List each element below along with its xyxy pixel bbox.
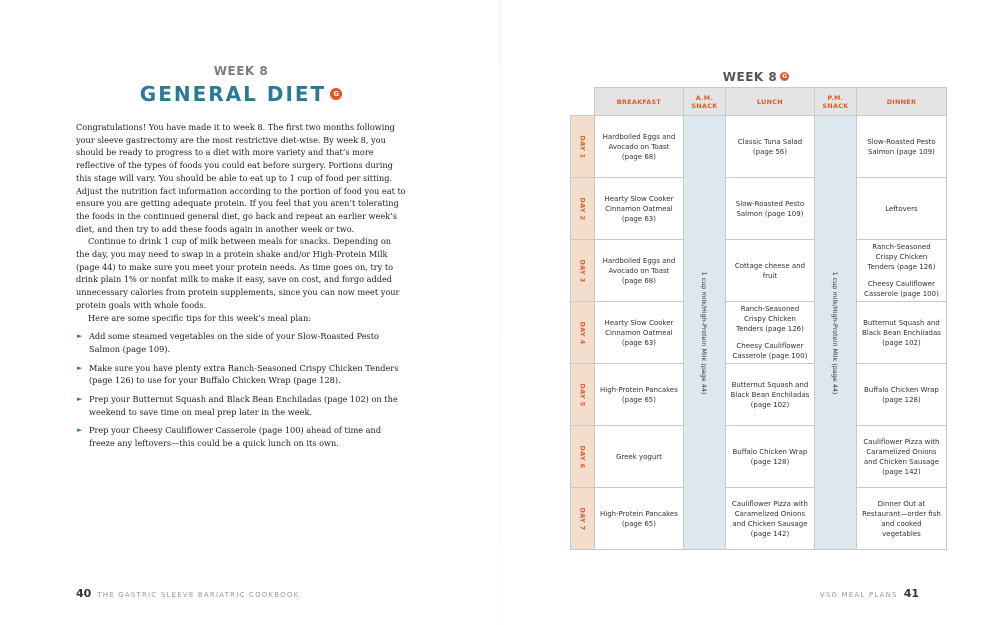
right-footer — [814, 582, 919, 601]
lunch-cell: Classic Tuna Salad (page 56) — [725, 116, 814, 178]
pm-snack-cell: 1 cup milk/High-Protein Milk (page 44) — [814, 116, 856, 550]
breakfast-cell: High-Protein Pancakes (page 65) — [594, 364, 683, 426]
paragraph: Congratulations! You have made it to week 8. The first two months following your sleeve gastrectomy are the most restrictive diet-wise. By week 8, you should be ready to progress to a diet with more variety and that’s more reflective of the types of foods you could eat before surgery. Portions during this stage will vary. You should be able to eat up to 1 cup of food per sitting. Adjust the nutrition fact information according to the portion of food you eat to ensure you are getting adequate protein. If you feel that you aren’t tolerating the foods in the continued general diet, go back and repeat an earlier week’s diet, and then try to add these foods again in another week or two. — [76, 122, 406, 234]
table-header-row — [571, 88, 947, 116]
lunch-cell: Cauliflower Pizza with Caramelized Onions and Chicken Sausage (page 142) — [725, 488, 814, 550]
page-number: 41 — [903, 587, 919, 600]
diet-stage-badge: G — [780, 72, 789, 81]
intro-text — [76, 121, 406, 324]
lunch-cell: Slow-Roasted Pesto Salmon (page 109) — [725, 178, 814, 240]
table-row — [571, 116, 947, 178]
week-label: WEEK 8 — [722, 69, 778, 84]
dinner-cell: Ranch-Seasoned Crispy Chicken Tenders (page 126) Cheesy Cauliflower Casserole (page 100) — [856, 240, 946, 302]
day-label: DAY 6 — [571, 426, 595, 488]
day-label: DAY 1 — [571, 116, 595, 178]
diet-stage-badge: G — [330, 88, 342, 100]
lunch-cell: Ranch-Seasoned Crispy Chicken Tenders (page 126) Cheesy Cauliflower Casserole (page 100) — [725, 302, 814, 364]
page-number: 40 — [76, 587, 92, 600]
header-lunch: LUNCH — [725, 88, 814, 116]
breakfast-cell: Hardboiled Eggs and Avocado on Toast (page 68) — [594, 240, 683, 302]
table-row — [571, 426, 947, 488]
breakfast-cell: High-Protein Pancakes (page 65) — [594, 488, 683, 550]
breakfast-cell: Hearty Slow Cooker Cinnamon Oatmeal (page 63) — [594, 178, 683, 240]
bullet-arrow-icon: ► — [77, 332, 83, 341]
day-label: DAY 2 — [571, 178, 595, 240]
lunch-cell: Butternut Squash and Black Bean Enchiladas (page 102) — [725, 364, 814, 426]
table-row — [571, 178, 947, 240]
tips-list — [76, 330, 406, 450]
running-head: THE GASTRIC SLEEVE BARIATRIC COOKBOOK — [97, 591, 300, 599]
header-am-snack: A.M. SNACK — [683, 88, 725, 116]
bullet-arrow-icon: ► — [77, 395, 83, 404]
table-row — [571, 488, 947, 550]
lunch-cell: Cottage cheese and fruit — [725, 240, 814, 302]
tip-text: Make sure you have plenty extra Ranch-Seasoned Crispy Chicken Tenders (page 126) to use for your Buffalo Chicken Wrap (page 128). — [89, 362, 399, 386]
tip-text: Prep your Butternut Squash and Black Bean Enchiladas (page 102) on the weekend to save time on meal prep later in the week. — [89, 394, 398, 417]
tip-item — [76, 424, 406, 449]
running-head: VSG MEAL PLANS — [819, 591, 898, 599]
dinner-cell: Cauliflower Pizza with Caramelized Onions and Chicken Sausage (page 142) — [856, 426, 946, 488]
breakfast-cell: Hardboiled Eggs and Avocado on Toast (page 68) — [594, 116, 683, 178]
breakfast-cell: Hearty Slow Cooker Cinnamon Oatmeal (page 63) — [594, 302, 683, 364]
title-row — [76, 82, 406, 112]
day-label: DAY 4 — [571, 302, 595, 364]
meal-plan-table — [570, 87, 947, 550]
bullet-arrow-icon: ► — [77, 426, 83, 435]
table-row — [571, 302, 947, 364]
bullet-arrow-icon: ► — [77, 363, 83, 372]
tip-item — [76, 362, 406, 387]
table-row — [571, 240, 947, 302]
dinner-cell: Butternut Squash and Black Bean Enchiladas (page 102) — [856, 302, 946, 364]
tip-item — [76, 393, 406, 418]
tip-item — [76, 330, 406, 355]
am-snack-cell: 1 cup milk/High-Protein Milk (page 44) — [683, 116, 725, 550]
header-dinner: DINNER — [856, 88, 946, 116]
breakfast-cell: Greek yogurt — [594, 426, 683, 488]
header-breakfast: BREAKFAST — [594, 88, 683, 116]
day-label: DAY 5 — [571, 364, 595, 426]
page-gutter — [500, 0, 501, 625]
dinner-cell: Buffalo Chicken Wrap (page 128) — [856, 364, 946, 426]
left-footer — [76, 582, 305, 601]
dinner-cell: Dinner Out at Restaurant—order fish and cooked vegetables — [856, 488, 946, 550]
paragraph: Continue to drink 1 cup of milk between meals for snacks. Depending on the day, you may need to swap in a protein shake and/or High-Protein Milk (page 44) to make sure you meet your protein needs. As time goes on, try to drink plain 1% or nonfat milk to make it easy, save on cost, and forgo added unnecessary calories from protein supplements, since you can now meet your protein goals with whole foods. — [76, 236, 400, 310]
week-label: WEEK 8 — [213, 64, 269, 78]
meal-plan-heading — [570, 66, 942, 85]
page-title: GENERAL DIET — [139, 82, 327, 106]
header-pm-snack: P.M. SNACK — [814, 88, 856, 116]
tip-text: Add some steamed vegetables on the side of your Slow-Roasted Pesto Salmon (page 109). — [89, 331, 379, 354]
day-label: DAY 7 — [571, 488, 595, 550]
left-page — [76, 64, 406, 456]
header-corner — [571, 88, 595, 116]
lunch-cell: Buffalo Chicken Wrap (page 128) — [725, 426, 814, 488]
paragraph: Here are some specific tips for this week’s meal plan: — [88, 312, 312, 323]
table-row — [571, 364, 947, 426]
tip-text: Prep your Cheesy Cauliflower Casserole (page 100) ahead of time and freeze any leftovers—this could be a quick lunch on its own. — [89, 425, 382, 449]
day-label: DAY 3 — [571, 240, 595, 302]
dinner-cell: Leftovers — [856, 178, 946, 240]
dinner-cell: Slow-Roasted Pesto Salmon (page 109) — [856, 116, 946, 178]
